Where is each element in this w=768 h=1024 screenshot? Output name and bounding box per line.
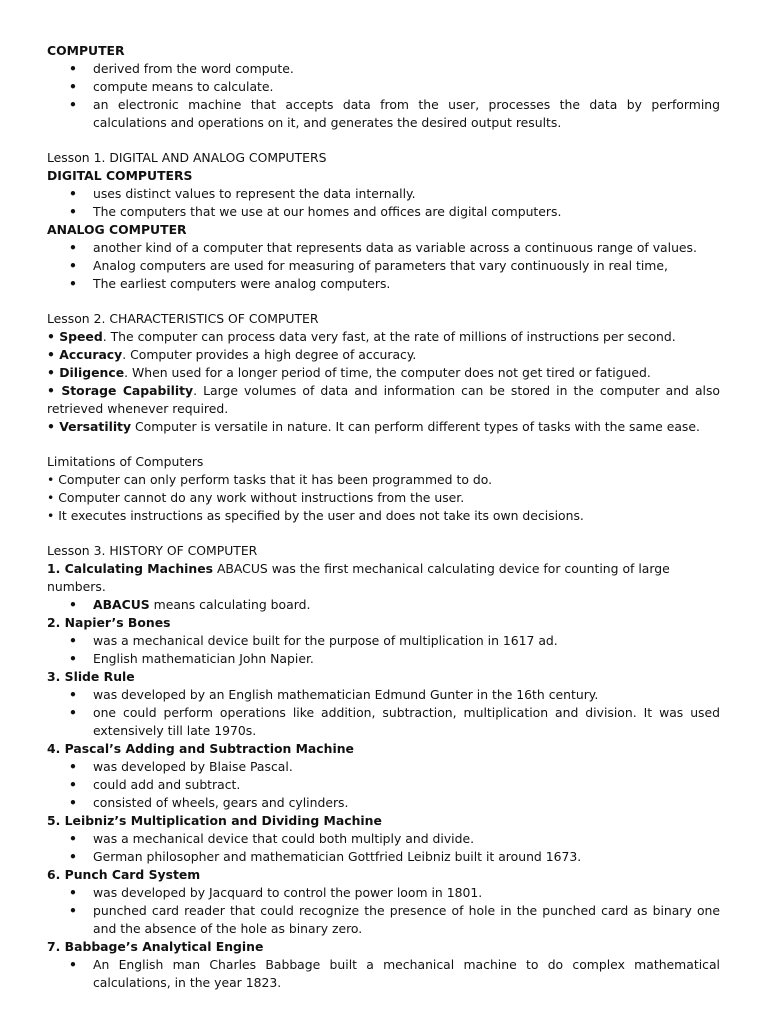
list-item: • was a mechanical device that could both multiply and divide. [47,830,720,848]
list-item: • consisted of wheels, gears and cylinders. [47,794,720,812]
history-heading: 7. Babbage’s Analytical Engine [47,939,264,954]
list-item: • another kind of a computer that represents data as variable across a continuous range of values. [47,239,720,257]
history-text: ABACUS was the first mechanical calculating device for counting of large numbers. [47,561,670,594]
list-item: • The computers that we use at our homes and offices are digital computers. [47,203,720,221]
document-page [47,42,720,992]
history-heading: 2. Napier’s Bones [47,615,171,630]
list-item: • uses distinct values to represent the data internally. [47,185,720,203]
lesson3-title: Lesson 3. HISTORY OF COMPUTER [47,543,258,558]
list-item: • German philosopher and mathematician Gottfried Leibniz built it around 1673. [47,848,720,866]
characteristic-text: Computer is versatile in nature. It can perform different types of tasks with the same ease. [131,419,700,434]
pascal-bullet-list [47,758,720,812]
digital-computers-heading: DIGITAL COMPUTERS [47,168,193,183]
list-item: • compute means to calculate. [47,78,720,96]
history-heading: 6. Punch Card System [47,867,201,882]
list-item: • derived from the word compute. [47,60,720,78]
abacus-text: means calculating board. [149,597,311,612]
spacer [47,525,720,542]
abacus-term: ABACUS [93,597,150,612]
spacer [47,132,720,149]
characteristic-term: Speed [59,329,103,344]
history-heading: 3. Slide Rule [47,669,135,684]
list-item: • English mathematician John Napier. [47,650,720,668]
limitation-item: • Computer can only perform tasks that it has been programmed to do. [47,472,493,487]
list-item: • Analog computers are used for measuring of parameters that vary continuously in real time, [47,257,720,275]
spacer [47,436,720,453]
list-item [47,596,720,614]
lesson1-title: Lesson 1. DIGITAL AND ANALOG COMPUTERS [47,150,327,165]
limitation-item: • Computer cannot do any work without instructions from the user. [47,490,465,505]
list-item: • punched card reader that could recognize the presence of hole in the punched card as binary one and the absence of the hole as binary zero. [47,902,720,938]
spacer [47,293,720,310]
list-item: • was developed by an English mathematician Edmund Gunter in the 16th century. [47,686,720,704]
analog-computer-heading: ANALOG COMPUTER [47,222,187,237]
characteristic-versatility: • Versatility Computer is versatile in nature. It can perform different types of tasks with the same ease. [47,419,700,434]
limitation-item: • It executes instructions as specified by the user and does not take its own decisions. [47,508,584,523]
limitations-title: Limitations of Computers [47,454,204,469]
characteristic-text: . The computer can process data very fast, at the rate of millions of instructions per second. [102,329,676,344]
characteristic-text: . Large volumes of data and information can be stored in the computer and also retrieved whenever required. [47,383,721,416]
computer-heading: COMPUTER [47,43,125,58]
characteristic-accuracy: • Accuracy. Computer provides a high degree of accuracy. [47,347,417,362]
list-item: • could add and subtract. [47,776,720,794]
history-heading: 1. Calculating Machines [47,561,213,576]
analog-bullet-list [47,239,720,293]
characteristic-storage: • Storage Capability. Large volumes of data and information can be stored in the computer and also retrieved whenever required. [47,383,721,416]
list-item: • was a mechanical device built for the purpose of multiplication in 1617 ad. [47,632,720,650]
list-item: • one could perform operations like addition, subtraction, multiplication and division. It was used extensively till late 1970s. [47,704,720,740]
characteristic-speed: • Speed. The computer can process data very fast, at the rate of millions of instructions per second. [47,329,676,344]
characteristic-term: Diligence [59,365,125,380]
history-heading: 5. Leibniz’s Multiplication and Dividing Machine [47,813,382,828]
history-item-1 [47,560,720,596]
leibniz-bullet-list [47,830,720,866]
lesson2-title: Lesson 2. CHARACTERISTICS OF COMPUTER [47,311,319,326]
list-item: • An English man Charles Babbage built a mechanical machine to do complex mathematical calculations, in the year 1823. [47,956,720,992]
slide-rule-bullet-list [47,686,720,740]
abacus-bullet-list [47,596,720,614]
babbage-bullet-list [47,956,720,992]
list-item: • was developed by Blaise Pascal. [47,758,720,776]
computer-bullet-list [47,60,720,132]
characteristic-text: . When used for a longer period of time, the computer does not get tired or fatigued. [124,365,651,380]
characteristic-text: . Computer provides a high degree of accuracy. [122,347,417,362]
characteristic-term: Storage Capability [61,383,194,398]
list-item: • The earliest computers were analog computers. [47,275,720,293]
list-item: • was developed by Jacquard to control the power loom in 1801. [47,884,720,902]
characteristic-term: Versatility [59,419,132,434]
history-heading: 4. Pascal’s Adding and Subtraction Machine [47,741,354,756]
digital-bullet-list [47,185,720,221]
characteristic-term: Accuracy [59,347,123,362]
list-item: • an electronic machine that accepts data from the user, processes the data by performing calculations and operations on it, and generates the desired output results. [47,96,720,132]
characteristic-diligence: • Diligence. When used for a longer period of time, the computer does not get tired or fatigued. [47,365,651,380]
punch-card-bullet-list [47,884,720,938]
napier-bullet-list [47,632,720,668]
